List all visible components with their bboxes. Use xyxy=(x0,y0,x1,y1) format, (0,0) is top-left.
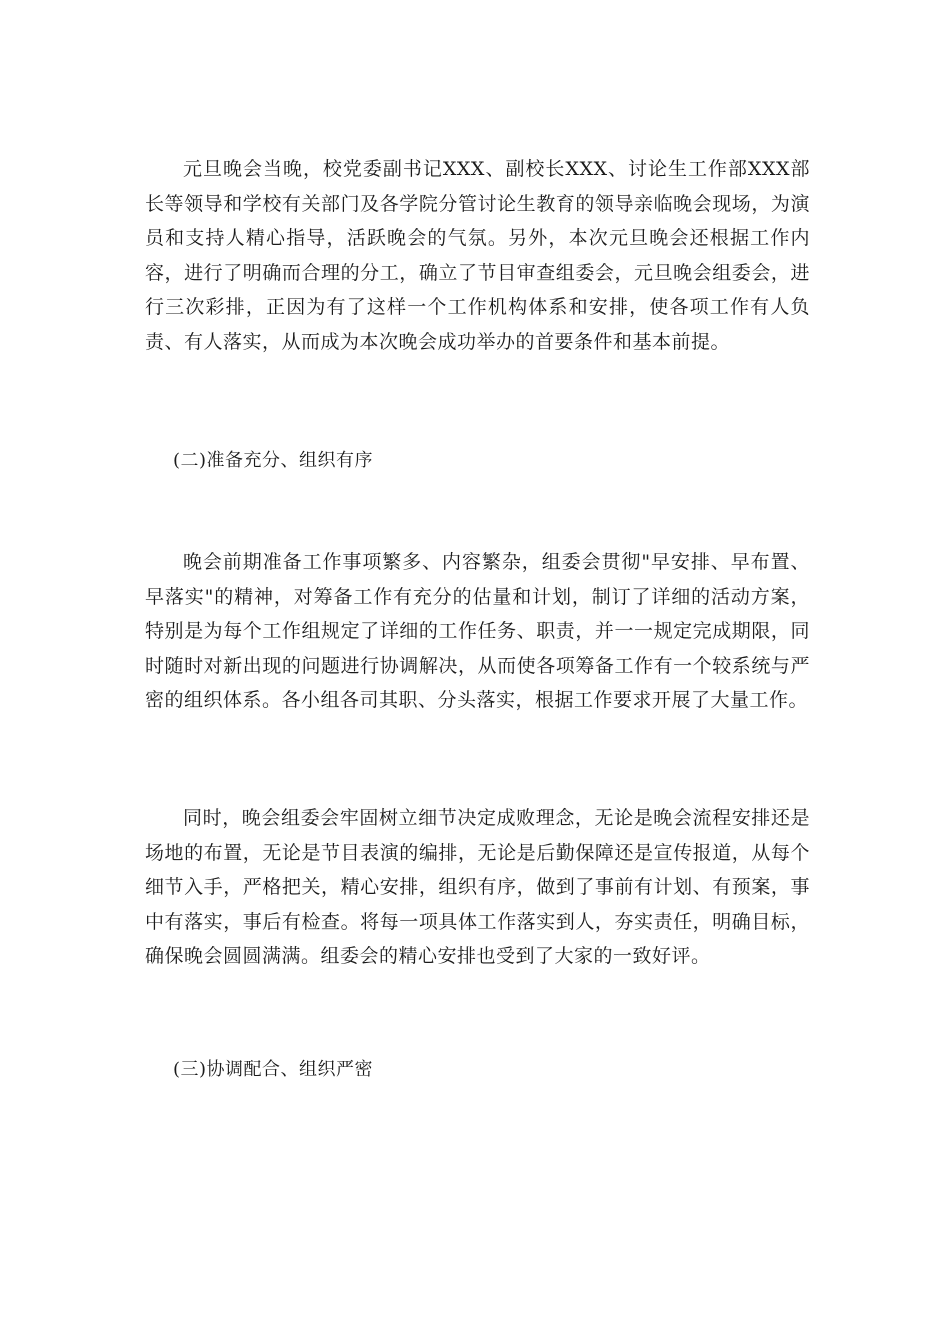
section-heading: (二)准备充分、组织有序 xyxy=(173,450,374,471)
body-paragraph: 元旦晚会当晚，校党委副书记XXX、副校长XXX、讨论生工作部XXX部长等领导和学校有关部门及各学院分管讨论生教育的领导亲临晚会现场，为演员和支持人精心指导，活跃晚会的气氛。另外，本次元旦晚会还根据工作内容，进行了明确而合理的分工，确立了节目审查组委会，元旦晚会组委会，进行三次彩排，正因为有了这样一个工作机构体系和安排，使各项工作有人负责、有人落实，从而成为本次晚会成功举办的首要条件和基本前提。 xyxy=(145,158,810,353)
body-paragraph: 同时，晚会组委会牢固树立细节决定成败理念，无论是晚会流程安排还是场地的布置，无论是节目表演的编排，无论是后勤保障还是宣传报道，从每个细节入手，严格把关，精心安排，组织有序，做到了事前有计划、有预案，事中有落实，事后有检查。将每一项具体工作落实到人，夯实责任，明确目标，确保晚会圆圆满满。组委会的精心安排也受到了大家的一致好评。 xyxy=(145,807,810,967)
body-paragraph: 晚会前期准备工作事项繁多、内容繁杂，组委会贯彻"早安排、早布置、早落实"的精神，对筹备工作有充分的估量和计划，制订了详细的活动方案，特别是为每个工作组规定了详细的工作任务、职责，并一一规定完成期限，同时随时对新出现的问题进行协调解决，从而使各项筹备工作有一个较系统与严密的组织体系。各小组各司其职、分头落实，根据工作要求开展了大量工作。 xyxy=(145,551,810,711)
section-heading: (三)协调配合、组织严密 xyxy=(173,1059,374,1080)
